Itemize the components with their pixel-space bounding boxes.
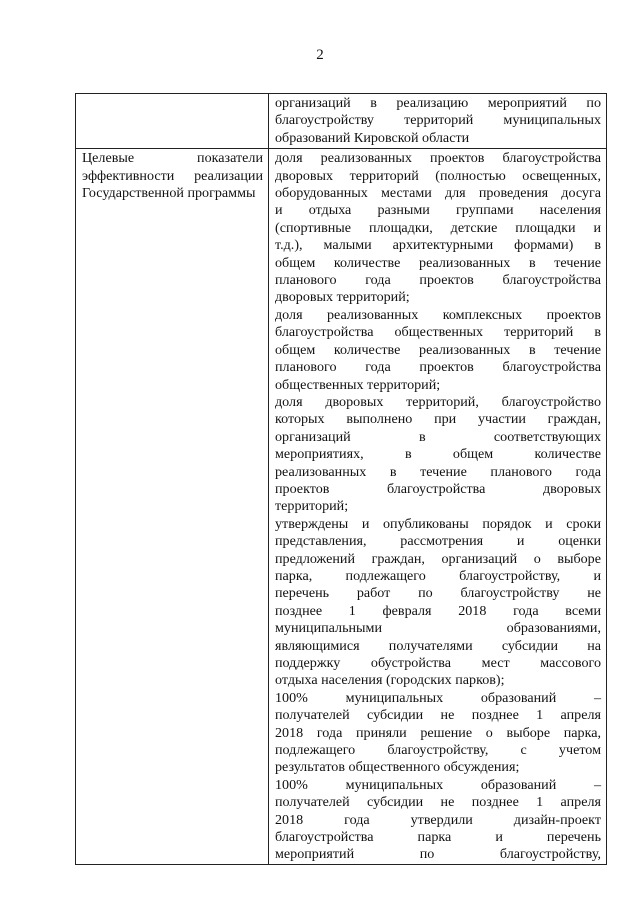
- text-line: 100% муниципальных образований –: [275, 689, 601, 706]
- text-line: получателей субсидии не позднее 1 апреля: [275, 707, 601, 724]
- program-passport-table: [75, 93, 607, 865]
- text-line: представления, рассмотрения и оценки: [275, 533, 601, 550]
- text-line: организаций в реализацию мероприятий по: [275, 95, 601, 111]
- text-line: проектов благоустройства дворовых: [275, 480, 601, 497]
- text-line: общем количестве реализованных в течение: [275, 254, 601, 271]
- text-line: 100% муниципальных образований –: [275, 776, 601, 793]
- text-line: являющимися получателями субсидии на: [275, 637, 601, 654]
- page-number: 2: [316, 47, 324, 63]
- text-line: предложений граждан, организаций о выборе: [275, 550, 601, 567]
- text-line: подлежащего благоустройству, с учетом: [275, 742, 601, 759]
- text-line: планового года проектов благоустройства: [275, 359, 601, 376]
- text-line: 2018 года утвердили дизайн-проект: [275, 811, 601, 828]
- text-line: получателей субсидии не позднее 1 апреля: [275, 794, 601, 811]
- text-line: мероприятиях, в общем количестве: [275, 446, 601, 463]
- text-line: мероприятий по благоустройству,: [275, 846, 601, 863]
- table-row-target-indicators: [76, 149, 607, 865]
- row2-left-cell: [76, 149, 269, 865]
- text-line: т.д.), малыми архитектурными формами) в: [275, 237, 601, 254]
- table-row-continuation: [76, 94, 607, 149]
- text-line: общественных территорий;: [275, 376, 441, 393]
- text-line: дворовых территорий (полностью освещенных,: [275, 167, 601, 184]
- text-line: парка, подлежащего благоустройству, и: [275, 567, 601, 584]
- text-line: благоустройству территорий муниципальных: [275, 112, 601, 129]
- text-line: поддержку обустройства мест массового: [275, 655, 601, 671]
- text-line: реализованных в течение планового года: [275, 463, 601, 480]
- text-line: общем количестве реализованных в течение: [275, 341, 601, 358]
- text-line: которых выполнено при участии граждан,: [275, 411, 601, 428]
- row1-right-cell: [269, 94, 607, 149]
- text-line: дворовых территорий;: [275, 289, 410, 306]
- text-line: 2018 года приняли решение о выборе парка,: [275, 724, 601, 741]
- text-line: муниципальными образованиями,: [275, 620, 601, 637]
- row2-right-cell: [269, 149, 607, 865]
- text-line: утверждены и опубликованы порядок и сроки: [275, 515, 601, 532]
- text-line: перечень работ по благоустройству не: [275, 585, 601, 602]
- text-line: организаций в соответствующих: [275, 428, 601, 445]
- text-line: образований Кировской области: [275, 129, 470, 146]
- text-line: результатов общественного обсуждения;: [275, 759, 520, 776]
- text-line: и отдыха разными группами населения: [275, 202, 601, 219]
- text-line: территорий;: [275, 498, 349, 515]
- text-line: доля дворовых территорий, благоустройство: [275, 393, 601, 410]
- text-line: благоустройства парка и перечень: [275, 829, 601, 846]
- text-line: эффективности реализации: [82, 167, 263, 184]
- text-line: планового года проектов благоустройства: [275, 272, 601, 289]
- text-line: отдыха населения (городских парков);: [275, 672, 505, 689]
- text-line: Целевые показатели: [82, 150, 263, 167]
- text-line: позднее 1 февраля 2018 года всеми: [275, 602, 601, 619]
- row1-left-cell: [76, 94, 269, 149]
- text-line: (спортивные площадки, детские площадки и: [275, 219, 601, 236]
- text-line: благоустройства общественных территорий в: [275, 324, 601, 341]
- text-line: Государственной программы: [82, 185, 256, 202]
- text-line: доля реализованных проектов благоустройства: [275, 150, 601, 167]
- text-line: оборудованных местами для проведения досуга: [275, 185, 601, 202]
- text-line: доля реализованных комплексных проектов: [275, 306, 601, 323]
